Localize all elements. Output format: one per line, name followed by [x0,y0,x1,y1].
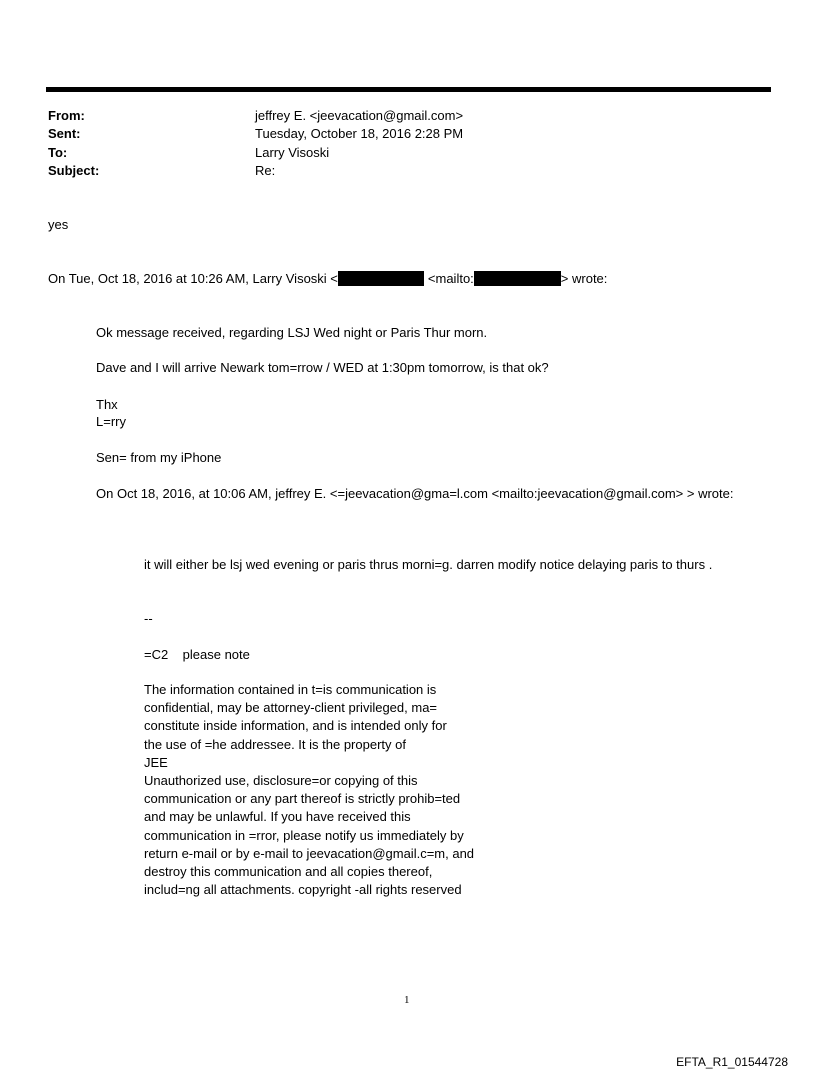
message-line: Sen= from my iPhone [96,450,222,465]
disclaimer-line: JEE [144,754,168,770]
disclaimer-line: includ=ng all attachments. copyright -all rights reserved [144,882,462,898]
inner-message: it will either be lsj wed evening or paris thrus morni=g. darren modify notice delaying paris to thurs . [144,557,713,572]
page-number: 1 [404,994,410,1006]
sent-value: Tuesday, October 18, 2016 2:28 PM [255,126,464,141]
header-rule [46,87,771,92]
message-line: L=rry [96,414,126,429]
to-value: Larry Visoski [255,145,330,160]
disclaimer-line: and may be unlawful. If you have received this [144,809,411,825]
quote1-suffix: > wrote: [560,271,608,286]
redaction-block [338,271,424,286]
subject-label: Subject: [48,163,100,178]
disclaimer-line: the use of =he addressee. It is the property of [144,736,406,752]
quote1-mailto: <mailto: [427,271,474,286]
disclaimer-line: Unauthorized use, disclosure=or copying of this [144,773,418,789]
disclaimer [144,681,504,899]
disclaimer-line: return e-mail or by e-mail to jeevacation@gmail.c=m, and [144,845,475,861]
quote-header-2: On Oct 18, 2016, at 10:06 AM, jeffrey E. <=jeevacation@gma=l.com <mailto:jeevacation@gmail.com> > wrote: [96,486,734,501]
quote1-prefix: On Tue, Oct 18, 2016 at 10:26 AM, Larry Visoski < [48,271,338,286]
message-line: Thx [96,397,118,412]
disclaimer-line: communication or any part thereof is strictly prohib=ted [144,791,461,807]
message-line: Ok message received, regarding LSJ Wed night or Paris Thur morn. [96,325,488,340]
message-line: Dave and I will arrive Newark tom=rrow / WED at 1:30pm tomorrow, is that ok? [96,360,549,375]
subject-value: Re: [255,163,276,178]
signature-dash: -- [144,611,153,626]
to-label: To: [48,145,68,160]
from-label: From: [48,108,85,123]
document-id: EFTA_R1_01544728 [676,1055,788,1069]
signature-note: =C2 please note [144,647,250,662]
disclaimer-line: communication in =rror, please notify us immediately by [144,827,464,843]
disclaimer-line: The information contained in t=is communication is [144,682,437,697]
quote-header-1 [48,270,607,288]
from-value: jeffrey E. <jeevacation@gmail.com> [255,108,464,123]
reply-text: yes [48,217,69,232]
disclaimer-line: destroy this communication and all copies thereof, [144,864,433,880]
sent-label: Sent: [48,126,81,141]
redaction-block [474,271,561,286]
disclaimer-line: confidential, may be attorney-client privileged, ma= [144,700,438,716]
disclaimer-line: constitute inside information, and is intended only for [144,718,447,734]
